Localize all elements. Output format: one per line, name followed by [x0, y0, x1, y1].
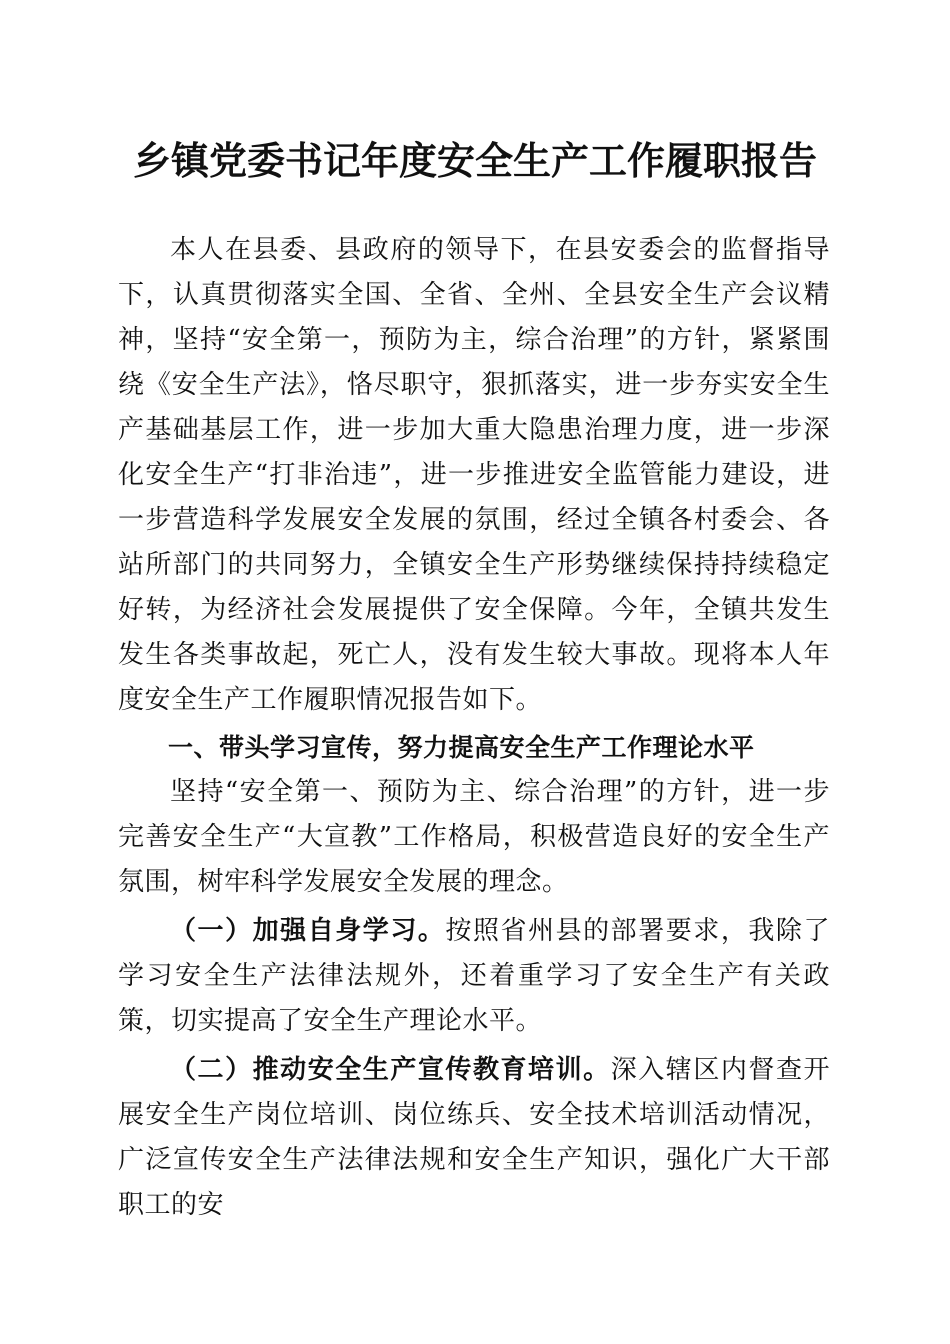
section-1-paragraph: 坚持“安全第一、预防为主、综合治理”的方针，进一步完善安全生产“大宣教”工作格局，积极营造良好的安全生产氛围，树牢科学发展安全发展的理念。 [118, 777, 830, 897]
item-2-lead: （二）推动安全生产宣传教育培训。 [170, 1055, 611, 1085]
section-1-item-2 [118, 1048, 830, 1228]
document-body [118, 228, 830, 1228]
section-1-item-1 [118, 909, 830, 1044]
intro-paragraph: 本人在县委、县政府的领导下，在县安委会的监督指导下，认真贯彻落实全国、全省、全州、全县安全生产会议精神，坚持“安全第一，预防为主，综合治理”的方针，紧紧围绕《安全生产法》，恪尽职守，狠抓落实，进一步夯实安全生产基础基层工作，进一步加大重大隐患治理力度，进一步深化安全生产“打非治违”，进一步推进安全监管能力建设，进一步营造科学发展安全发展的氛围，经过全镇各村委会、各站所部门的共同努力，全镇安全生产形势继续保持持续稳定好转，为经济社会发展提供了安全保障。今年，全镇共发生发生各类事故起，死亡人，没有发生较大事故。现将本人年度安全生产工作履职情况报告如下。 [118, 235, 830, 715]
item-2-text: 深入辖区内督查开展安全生产岗位培训、岗位练兵、安全技术培训活动情况，广泛宣传安全生产法律法规和安全生产知识，强化广大干部职工的安 [118, 1055, 830, 1220]
item-1-text: 按照省州县的部署要求，我除了学习安全生产法律法规外，还着重学习了安全生产有关政策，切实提高了安全生产理论水平。 [118, 916, 830, 1036]
document-title: 乡镇党委书记年度安全生产工作履职报告 [132, 138, 817, 183]
section-1-heading: 一、带头学习宣传，努力提高安全生产工作理论水平 [168, 733, 755, 762]
item-1-lead: （一）加强自身学习。 [170, 916, 446, 946]
